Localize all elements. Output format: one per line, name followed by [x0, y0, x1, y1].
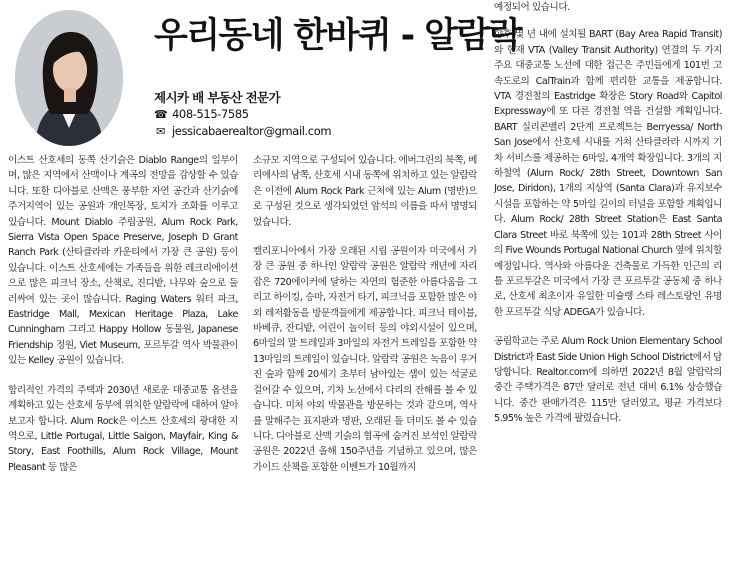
- article-column-middle: [253, 153, 477, 565]
- phone-icon: ☎: [154, 107, 168, 121]
- agent-photo: [15, 10, 123, 146]
- article-column-right: [494, 0, 722, 565]
- paragraph: 예정되어 있습니다.: [494, 2, 570, 13]
- article-column-left: [8, 153, 238, 565]
- headline: 우리동네 한바퀴 - 알람락: [154, 16, 521, 56]
- phone-row: [154, 107, 249, 121]
- agent-name: 제시카 배 부동산 전문가: [154, 90, 281, 105]
- paragraph: 캘리포니아에서 가장 오래된 시립 공원이자 미국에서 가장 큰 공원 중 하나인 알람락 공원은 알람락 캐년에 자리잡은 720에이커에 달하는 자연의 험준한 아름다움을 그리고 하이킹, 승마, 자전거 타기, 피크닉을 포함한 많은 야외 레저활동을 방문객들에게 제공합니다. 피크닉 테이블, 바베큐, 잔디밭, 어린이 놀이터 등의 야외시설이 있으며, 6마일의 말 트레일과 3마일의 자전거 트레일을 포함한 약 13마일의 트레일이 있습니다. 알람락 공원은 녹음이 우거진 숲과 함께 20세기 초부터 남아있는 샘이 있는 석굴로 걸어갈 수 있으며, 기차 노선에서 다리의 잔해를 볼 수 있습니다. 미처 야외 박물관을 방문하는 것과 같으며, 역사를 말해주는 표지판과 명판, 오래된 돌 더미도 볼 수 있습니다. 디아블로 산맥 기슭의 협곡에 숨겨진 보석인 알람락 공원은 2022년 올해 150주년을 기념하고 있으며, 많은 가이드 산책을 포함한 이벤트가 10월까지: [253, 246, 477, 473]
- email-address[interactable]: jessicabaerealtor@gmail.com: [172, 124, 332, 138]
- paragraph: 합리적인 가격의 주택과 2030년 새로운 대중교통 옵션을 계획하고 있는 산호세 동부에 위치한 알람락에 대하여 알아보고자 합니다. Alum Rock은 이스트 산호세의 광대한 지역으로, Little Portugal, Little Saigon, Mayfair, King & Story, East Foothills, Alum Rock Village, Mount Pleasant 등 많은: [8, 384, 238, 473]
- agent-portrait-image: [15, 10, 123, 146]
- paragraph: 공립학교는 주로 Alum Rock Union Elementary School District과 East Side Union High School District에서 담당합니다. Realtor.com에 의하면 2022년 8월 알람락의 중간 주택가격은 87만 달러로 전년 대비 6.1% 상승했습니다. 중간 판매가격은 115만 달러였고, 평균 가격보다 5.95% 높은 가격에 팔렸습니다.: [494, 336, 722, 425]
- paragraph: 향후 몇 년 내에 설치될 BART (Bay Area Rapid Transit)와 현재 VTA (Valley Transit Authority) 연결의 두 가지 주요 대중교통 노선에 대한 접근은 주민들에게 101번 고속도로의 CalTrain과 함께 편리한 교통을 제공합니다. VTA 경전철의 Eastridge 확장은 Story Road와 Capitol Expressway에 또 다른 경전철 역을 건설할 계획입니다. BART 실리콘밸리 2단계 프로젝트는 Berryessa/ North San Jose에서 산호세 시내를 거쳐 산타클라라 시까지 기차 서비스를 제공하는 6마일, 4개역 확장입니다. 3개의 지하철역 (Alum Rock/ 28th Street, Downtown San Jose, Diridon), 1개의 지상역 (Santa Clara)과 유지보수 시설을 포함하는 약 5마일 길이의 터널을 포함할 계획입니다. Alum Rock/ 28th Street Station은 East Santa Clara Street 바로 북쪽에 있는 101과 28th Street 사이의 Five Wounds Portugal National Church 옆에 위치할 예정입니다. 역사와 아름다운 건축물로 가득한 인근의 리틀 포르투갈은 미국에서 가장 큰 포르투갈 공동체 중 하나로, 산호세 최초이자 유일한 미슐랭 스타 레스토랑인 유명한 포르투갈 식당 ADEGA가 있습니다.: [494, 29, 722, 318]
- envelope-icon: ✉: [156, 124, 165, 138]
- phone-number[interactable]: 408-515-7585: [172, 107, 249, 121]
- email-row: [154, 124, 331, 138]
- article-header: [154, 0, 521, 150]
- paragraph: 소규모 지역으로 구성되어 있습니다. 에버그린의 북쪽, 베리에사의 남쪽, 산호세 시내 동쪽에 위치하고 있는 알람락은 이전에 Alum Rock Park 근처에 있는 Alum (명반)으로 구성된 것으로 생각되었던 암석의 이름을 따서 명명되었습니다.: [253, 155, 477, 228]
- paragraph: 이스트 산호세의 동쪽 산기슭은 Diablo Range의 일부이며, 많은 지역에서 산맥이나 계곡의 전망을 감상할 수 있습니다. 또한 디아블로 산맥은 풍부한 자연 공간과 산기슭에 주거지역이 있는 공원과 개인목장, 토지가 조화를 이루고 있습니다. Mount Diablo 주립공원, Alum Rock Park, Sierra Vista Open Space Preserve, Joseph D Grant Ranch Park (산타클라라 카운티에서 가장 큰 공원) 등이 있습니다. 이스트 산호세에는 가족들을 위한 레크리에이션으로 많은 피크닉 장소, 산책로, 진디밭, 나무와 숲으로 둘러싸여 있는 곳이 많습니다. Raging Waters 워터 파크, Eastridge Mall, Mexican Heritage Plaza, Lake Cunningham 그리고 Happy Hollow 동물원, Japanese Friendship 정원, Viet Museum, 포르투갈 역사 박물관이 있는 Kelley 공원이 있습니다.: [8, 155, 238, 367]
